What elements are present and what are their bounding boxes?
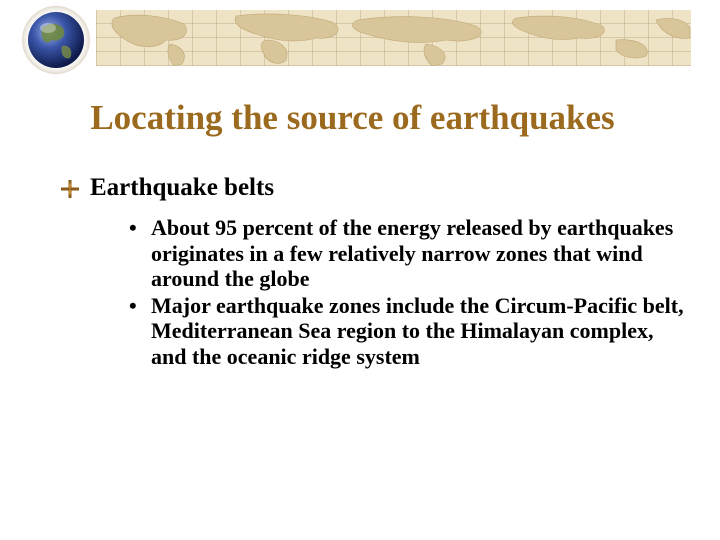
bullet-earthquake-belts <box>60 174 274 202</box>
sub-bullet-item <box>129 215 689 292</box>
bullet-text: Earthquake belts <box>90 174 275 201</box>
sub-bullet-text: About 95 percent of the energy released by earthquakes originates in a few relatively narrow zones that wind around the globe <box>151 215 674 291</box>
sub-bullet-list <box>129 215 689 370</box>
sub-bullet-item <box>129 293 689 370</box>
slide-title: Locating the source of earthquakes <box>90 98 615 137</box>
diamond-bullet-icon <box>60 179 80 199</box>
world-map-banner <box>96 10 691 66</box>
sub-bullet-marker: • <box>129 292 137 318</box>
sub-bullet-text: Major earthquake zones include the Circum-Pacific belt, Mediterranean Sea region to the Himalayan complex, and the oceanic ridge system <box>151 292 684 369</box>
globe-icon <box>16 6 96 74</box>
world-map-graphic <box>96 10 691 66</box>
sub-bullet-marker: • <box>129 215 137 240</box>
